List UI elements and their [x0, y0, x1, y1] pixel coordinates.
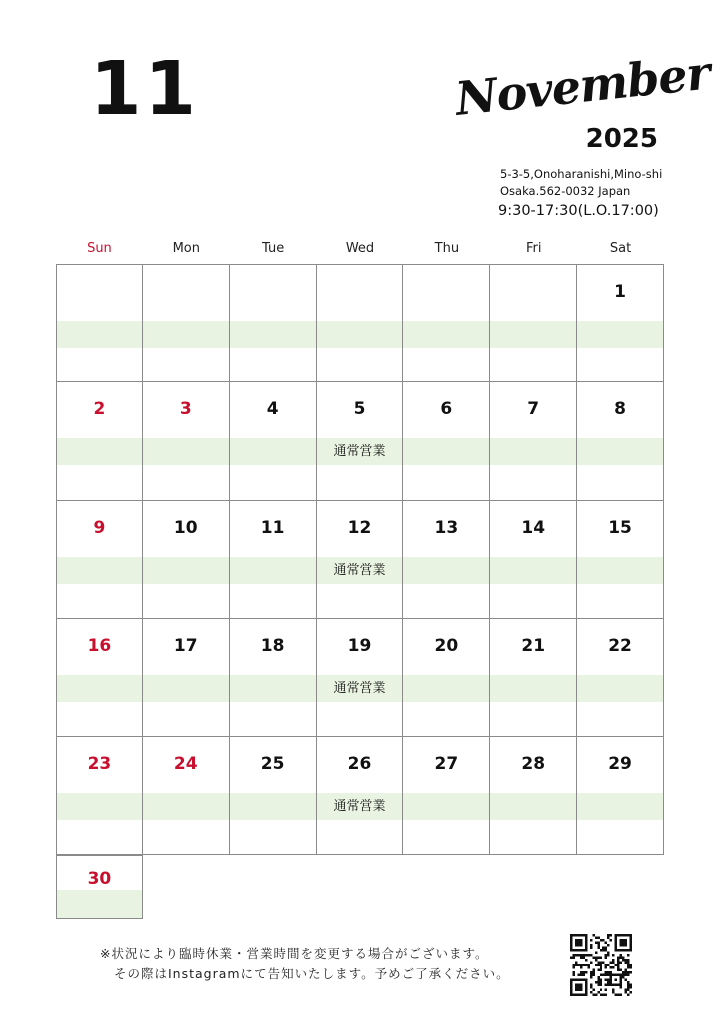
day-cell — [229, 500, 317, 619]
day-number: 12 — [347, 517, 372, 538]
day-number: 14 — [521, 517, 546, 538]
day-cell — [489, 381, 577, 500]
day-number: 30 — [87, 868, 112, 889]
day-cell — [402, 381, 490, 500]
day-cell-band — [230, 793, 316, 820]
day-number: 8 — [614, 399, 626, 420]
weekday-label-fri: Fri — [525, 241, 542, 256]
day-number: 26 — [347, 754, 372, 775]
day-cell — [142, 500, 230, 619]
day-number: 23 — [87, 754, 112, 775]
day-number: 5 — [353, 399, 366, 420]
day-number: 28 — [521, 754, 546, 775]
day-number: 2 — [93, 399, 106, 420]
business-hours: 9:30-17:30(L.O.17:00) — [498, 203, 659, 219]
day-cell — [316, 264, 404, 382]
day-cell-band — [143, 675, 229, 702]
weekday-label-wed: Wed — [345, 241, 375, 256]
weekday-label-thu: Thu — [434, 241, 460, 256]
year: 2025 — [585, 124, 658, 154]
day-number: 9 — [93, 517, 106, 538]
day-cell — [576, 736, 664, 855]
day-number: 17 — [173, 635, 198, 656]
day-number: 13 — [434, 517, 459, 538]
day-cell-band — [57, 438, 142, 465]
day-number: 11 — [260, 517, 285, 538]
day-cell — [576, 381, 664, 500]
calendar-grid — [56, 264, 664, 918]
day-cell-band — [403, 557, 489, 584]
weekday-label-sat: Sat — [609, 241, 632, 256]
day-cell — [576, 618, 664, 737]
footer-notice-line-2: その際はInstagramにて告知いたします。予めご了承ください。 — [114, 966, 510, 981]
day-number: 4 — [266, 399, 279, 420]
day-number: 22 — [608, 635, 632, 656]
day-cell-band — [57, 557, 142, 584]
day-cell — [142, 264, 230, 382]
month-number: 11 — [90, 46, 199, 132]
day-number: 24 — [173, 754, 198, 775]
day-cell-band — [57, 321, 142, 348]
day-cell-band — [230, 557, 316, 584]
day-note: 通常営業 — [333, 680, 386, 696]
day-cell — [402, 500, 490, 619]
day-number: 27 — [434, 754, 459, 775]
day-cell-band — [577, 557, 663, 584]
day-cell-band — [143, 557, 229, 584]
day-number: 21 — [521, 635, 546, 656]
day-cell-band — [317, 321, 403, 348]
month-name: November — [452, 45, 713, 126]
day-cell — [56, 618, 143, 737]
day-cell — [142, 381, 230, 500]
day-cell — [316, 381, 404, 500]
day-cell — [576, 264, 664, 382]
day-cell — [402, 736, 490, 855]
day-cell-band — [490, 793, 576, 820]
day-cell-band — [490, 557, 576, 584]
day-note: 通常営業 — [333, 562, 386, 578]
day-number: 3 — [179, 399, 192, 420]
day-cell-band — [403, 793, 489, 820]
day-cell — [56, 264, 143, 382]
day-cell-band — [57, 890, 142, 918]
day-number: 16 — [87, 635, 112, 656]
day-cell — [229, 264, 317, 382]
day-cell-band — [490, 438, 576, 465]
weekday-header — [56, 240, 664, 258]
day-note: 通常営業 — [333, 799, 386, 815]
day-cell-band — [577, 321, 663, 348]
qr-code-icon[interactable] — [570, 934, 632, 996]
day-cell — [316, 618, 404, 737]
day-number: 18 — [260, 635, 285, 656]
day-cell-band — [403, 675, 489, 702]
weekday-label-mon: Mon — [172, 241, 200, 256]
day-cell — [142, 618, 230, 737]
weekday-label-tue: Tue — [262, 241, 285, 256]
day-number: 7 — [527, 399, 540, 420]
day-number: 29 — [608, 754, 632, 775]
day-cell-band — [230, 321, 316, 348]
day-number: 15 — [608, 517, 632, 538]
day-cell-band — [577, 438, 663, 465]
weekday-label-sun: Sun — [87, 241, 112, 256]
address-line-1: 5-3-5,Onoharanishi,Mino-shi — [500, 167, 663, 181]
day-cell — [142, 736, 230, 855]
address-line-2: Osaka.562-0032 Japan — [500, 184, 631, 198]
day-cell — [489, 500, 577, 619]
day-cell — [316, 736, 404, 855]
day-cell — [489, 618, 577, 737]
day-number: 1 — [614, 282, 626, 302]
day-cell-band — [57, 793, 142, 820]
day-cell-band — [403, 321, 489, 348]
day-cell-band — [577, 675, 663, 702]
day-cell — [56, 381, 143, 500]
day-cell — [402, 618, 490, 737]
day-cell — [229, 618, 317, 737]
day-number: 19 — [347, 635, 372, 656]
day-number: 20 — [434, 635, 459, 656]
day-cell-band — [57, 675, 142, 702]
day-cell-band — [230, 438, 316, 465]
day-cell — [56, 736, 143, 855]
day-cell-band — [143, 793, 229, 820]
day-cell — [316, 500, 404, 619]
day-cell-band — [403, 438, 489, 465]
day-cell-band — [143, 321, 229, 348]
day-cell — [576, 500, 664, 619]
day-cell — [56, 855, 143, 919]
day-cell-band — [230, 675, 316, 702]
day-number: 25 — [260, 754, 285, 775]
day-cell — [402, 264, 490, 382]
day-cell-band — [143, 438, 229, 465]
footer-notice-line-1: ※状況により臨時休業・営業時間を変更する場合がございます。 — [100, 946, 489, 961]
day-number: 10 — [173, 517, 198, 538]
day-cell — [489, 736, 577, 855]
day-cell-band — [490, 321, 576, 348]
day-note: 通常営業 — [333, 444, 386, 460]
day-cell — [56, 500, 143, 619]
day-number: 6 — [440, 399, 453, 420]
day-cell-band — [577, 793, 663, 820]
day-cell-band — [490, 675, 576, 702]
day-cell — [229, 736, 317, 855]
day-cell — [229, 381, 317, 500]
day-cell — [489, 264, 577, 382]
